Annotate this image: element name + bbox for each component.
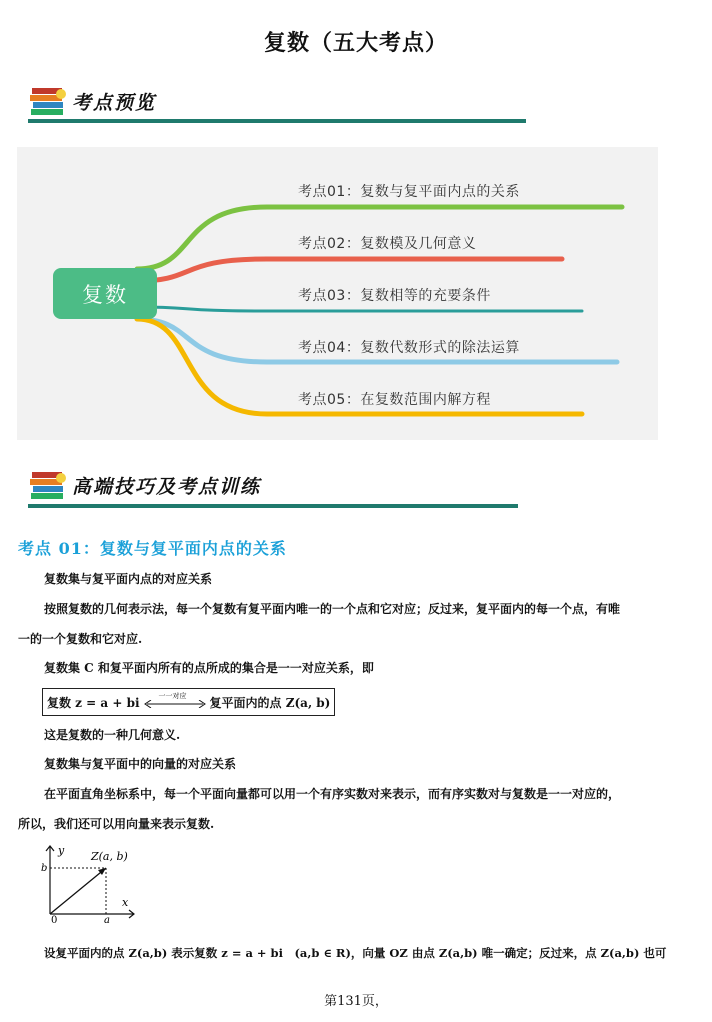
formula-box	[42, 688, 335, 716]
section-rule	[28, 504, 518, 508]
mindmap-item: 考点01：复数与复平面内点的关系	[298, 184, 520, 200]
paragraph: 设复平面内的点 Z(a,b) 表示复数 z = a + bi (a,b ∈ R)，向量 OZ 由点 Z(a,b) 唯一确定；反过来，点 Z(a,b) 也可	[44, 946, 667, 960]
y-axis-label: y	[58, 844, 65, 857]
books-icon	[28, 84, 68, 118]
double-arrow	[143, 692, 207, 712]
mindmap-item: 考点02：复数模及几何意义	[298, 236, 477, 252]
double-arrow-icon	[143, 700, 207, 708]
page-title: 复数（五大考点）	[263, 30, 448, 56]
mindmap-item: 考点03：复数相等的充要条件	[298, 288, 491, 304]
paragraph: 按照复数的几何表示法，每一个复数有复平面内唯一的一个点和它对应；反过来，复平面内的每一个点，有唯	[44, 602, 621, 616]
formula-right: 复平面内的点 Z(a, b)	[209, 695, 331, 710]
paragraph: 在平面直角坐标系中，每一个平面向量都可以用一个有序实数对来表示，而有序实数对与复数是一一对应的，	[44, 787, 621, 801]
origin-label: 0	[51, 915, 58, 924]
paragraph: 复数集与复平面内点的对应关系	[44, 572, 213, 586]
b-label: b	[41, 863, 48, 874]
section-label: 考点预览	[72, 92, 157, 114]
x-axis-label: x	[122, 896, 129, 909]
a-label: a	[104, 915, 110, 924]
mindmap-item: 考点04：复数代数形式的除法运算	[298, 340, 520, 356]
mindmap-branch	[137, 307, 582, 311]
books-icon	[28, 468, 68, 502]
mindmap	[17, 147, 658, 440]
formula-left: 复数 z = a + bi	[47, 695, 140, 710]
mindmap-branch	[137, 259, 562, 281]
section-header-preview	[28, 82, 528, 122]
paragraph: 复数集 C 和复平面内所有的点所成的集合是一一对应关系，即	[44, 661, 374, 675]
paragraph: 复数集与复平面中的向量的对应关系	[44, 757, 237, 771]
section-rule	[28, 119, 526, 123]
point-label: Z(a, b)	[91, 850, 128, 863]
section-header-training	[28, 466, 528, 506]
section-label: 高端技巧及考点训练	[72, 476, 262, 498]
topic-title: 考点 01：复数与复平面内点的关系	[18, 539, 287, 558]
coordinate-graph	[38, 842, 148, 924]
paragraph: 这是复数的一种几何意义.	[44, 728, 181, 742]
page-number: 第131页，	[324, 994, 388, 1009]
paragraph: 一的一个复数和它对应.	[18, 632, 143, 646]
arrow-label: 一一对应	[158, 692, 187, 700]
paragraph: 所以，我们还可以用向量来表示复数.	[18, 817, 215, 831]
mindmap-item: 考点05：在复数范围内解方程	[298, 392, 491, 408]
mindmap-center: 复数	[53, 268, 157, 319]
